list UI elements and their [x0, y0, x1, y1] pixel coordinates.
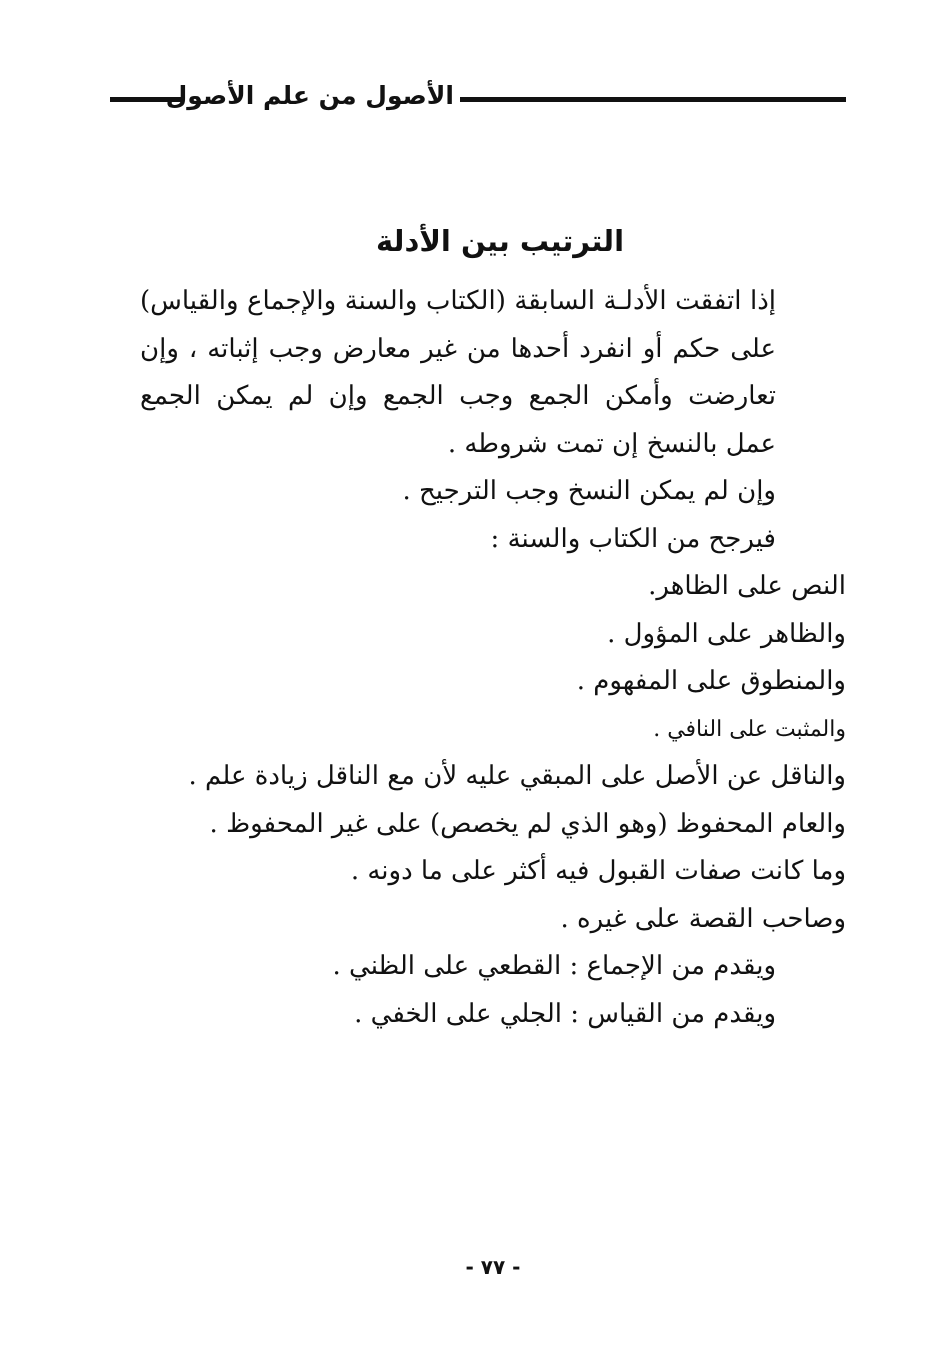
text-line: فيرجح من الكتاب والسنة : [490, 523, 776, 554]
page-number: - ٧٧ - [465, 1255, 521, 1279]
text-line: والناقل عن الأصل على المبقي عليه لأن مع الناقل زيادة علم . [188, 761, 846, 791]
text-line: ويقدم من الإجماع : القطعي على الظني . [332, 951, 776, 981]
text-line: ويقدم من القياس : الجلي على الخفي . [354, 998, 776, 1029]
header-rule-right [460, 97, 846, 102]
text-line: وما كانت صفات القبول فيه أكثر على ما دونه . [350, 856, 846, 886]
text-line: وصاحب القصة على غيره . [560, 903, 846, 934]
text-line: والمثبت على النافي . [653, 716, 846, 742]
text-line: والعام المحفوظ (وهو الذي لم يخصص) على غير المحفوظ . [209, 808, 846, 839]
body-text [140, 278, 846, 1038]
text-line: والظاهر على المؤول . [607, 618, 846, 649]
text-line: والمنطوق على المفهوم . [576, 666, 846, 696]
text-line: وإن لم يمكن النسخ وجب الترجيح . [402, 476, 776, 506]
section-title: الترتيب بين الأدلة [375, 224, 625, 258]
running-header [110, 76, 846, 116]
intro-paragraph: إذا اتفقت الأدلـة السابقة (الكتاب والسنة والإجماع والقياس) على حكم أو انفرد أحدها من غير معارض وجب إثباته ، وإن تعارضت وأمكن الجمع وجب الجمع وإن لم يمكن الجمع عمل بالنسخ إن تمت شروطه . [140, 286, 776, 459]
text-line: النص على الظاهر. [648, 571, 846, 601]
running-header-title: الأصول من علم الأصول [165, 81, 454, 110]
